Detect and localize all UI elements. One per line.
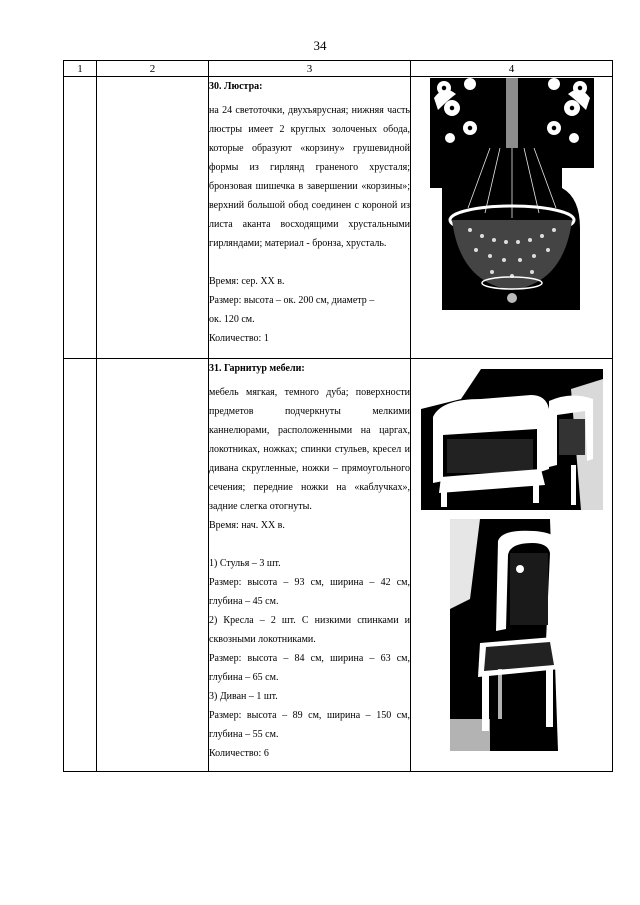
header-col-2: 2 xyxy=(97,61,209,77)
item-quantity: Количество: 1 xyxy=(209,333,269,344)
item-description xyxy=(209,359,411,772)
item-component-size: Размер: высота – 93 см, ширина – 42 см, глубина – 45 см. xyxy=(209,577,410,607)
photo-cell xyxy=(411,77,613,359)
header-col-4: 4 xyxy=(411,61,613,77)
item-component-size: Размер: высота – 89 см, ширина – 150 см, глубина – 55 см. xyxy=(209,710,410,740)
item-size: ок. 120 см. xyxy=(209,314,255,325)
item-component-name: 2) Кресла – 2 шт. С низкими спинками и сквозными локотниками. xyxy=(209,615,410,645)
photo-cell xyxy=(411,359,613,772)
item-component-name: 1) Стулья – 3 шт. xyxy=(209,558,281,569)
item-quantity: Количество: 6 xyxy=(209,748,269,759)
sofa-photo xyxy=(421,369,603,510)
item-size: Размер: высота – ок. 200 см, диаметр – xyxy=(209,295,375,306)
item-component-size: Размер: высота – 84 см, ширина – 63 см, глубина – 65 см. xyxy=(209,653,410,683)
row-cell-empty xyxy=(64,77,97,359)
row-cell-empty xyxy=(97,359,209,772)
header-col-3: 3 xyxy=(209,61,411,77)
item-time: Время: сер. XX в. xyxy=(209,276,285,287)
row-cell-empty xyxy=(97,77,209,359)
item-body: на 24 светоточки, двухъярусная; нижняя часть люстры имеет 2 круглых золоченых обода, которые образуют «корзину» грушевидной формы из гирлянд граненого хрусталя; бронзовая шишечка в завершении «корзины»; верхний большой обод соединен с короной из листа аканта восходящими хрустальными гирляндами; материал - бронза, хрусталь. xyxy=(209,105,410,249)
item-body: мебель мягкая, темного дуба; поверхности предметов подчеркнуты мелкими каннелюрами, расположенными на царгах, локотниках, ножках; спинки стульев, кресел и дивана скругленные, ножки – прямоугольного сечения; передние ножки на «каблучках», задние слегка отогнуты. xyxy=(209,387,410,512)
page-number: 34 xyxy=(313,38,327,53)
chair-photo xyxy=(450,519,574,751)
item-component-name: 3) Диван – 1 шт. xyxy=(209,691,278,702)
item-time: Время: нач. XX в. xyxy=(209,520,285,531)
header-col-1: 1 xyxy=(64,61,97,77)
inventory-table xyxy=(63,60,613,772)
item-title: 30. Люстра: xyxy=(209,81,263,92)
table-row xyxy=(64,359,613,772)
item-description xyxy=(209,77,411,359)
item-title: 31. Гарнитур мебели: xyxy=(209,363,305,374)
table-row xyxy=(64,77,613,359)
chandelier-photo xyxy=(430,78,594,310)
row-cell-empty xyxy=(64,359,97,772)
table-header-row xyxy=(64,61,613,77)
